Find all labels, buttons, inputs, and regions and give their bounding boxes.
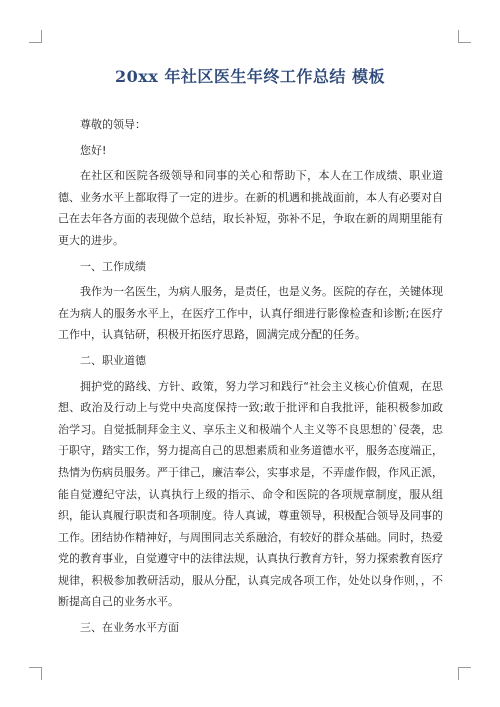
crop-mark-bottom-right	[458, 667, 471, 680]
document-body	[58, 110, 443, 639]
work-results-paragraph: 我作为一名医生，为病人服务，是责任，也是义务。医院的存在，关键体现在为病人的服务水平上，在医疗工作中，认真仔细进行影像检查和诊断;在医疗工作中，认真钻研，积极开拓医疗思路，圆满完成分配的任务。	[58, 285, 443, 342]
crop-mark-top-left	[29, 30, 42, 43]
intro-paragraph: 在社区和医院各级领导和同事的关心和帮助下，本人在工作成绩、职业道德、业务水平上都取得了一定的进步。在新的机遇和挑战面前，本人有必要对自己在去年各方面的表现做个总结，取长补短，弥补不足，争取在新的周期里能有更大的进步。	[58, 169, 443, 247]
document-title: 20xx 年社区医生年终工作总结 模板	[115, 67, 385, 86]
crop-mark-top-right	[458, 30, 471, 43]
professional-ethics-paragraph: 拥护党的路线、方针、政策，努力学习和践行“社会主义核心价值观，在思想、政治及行动上与党中央高度保持一致;敢于批评和自我批评，能积极参加政治学习。自觉抵制拜金主义、享乐主义和极端个人主义等不良思想的`侵袭，忠于职守，踏实工作，努力提高自己的思想素质和业务道德水平，服务态度端正，热情为伤病员服务。严于律己，廉洁奉公，实事求是，不弄虚作假，作风正派，能自觉遵纪守法，认真执行上级的指示、命令和医院的各项规章制度，服从组织，能认真履行职责和各项制度。待人真诚，尊重领导，积极配合领导及同事的工作。团结协作精神好，与周围同志关系融洽，有较好的群众基础。同时，热爱党的教育事业，自觉遵守中的法律法规，认真执行教育方针，努力探索教育医疗规律，积极参加教研活动，服从分配，认真完成各项工作，处处以身作则，，不断提高自己的业务水平。	[58, 379, 443, 609]
crop-mark-bottom-left	[29, 667, 42, 680]
salutation: 尊敬的领导：	[80, 118, 146, 131]
greeting: 您好!	[80, 143, 107, 157]
section-heading-professional-ethics: 二、职业道德	[80, 353, 146, 367]
section-heading-professional-level: 三、在业务水平方面	[80, 621, 179, 635]
section-heading-work-results: 一、工作成绩	[80, 259, 146, 273]
